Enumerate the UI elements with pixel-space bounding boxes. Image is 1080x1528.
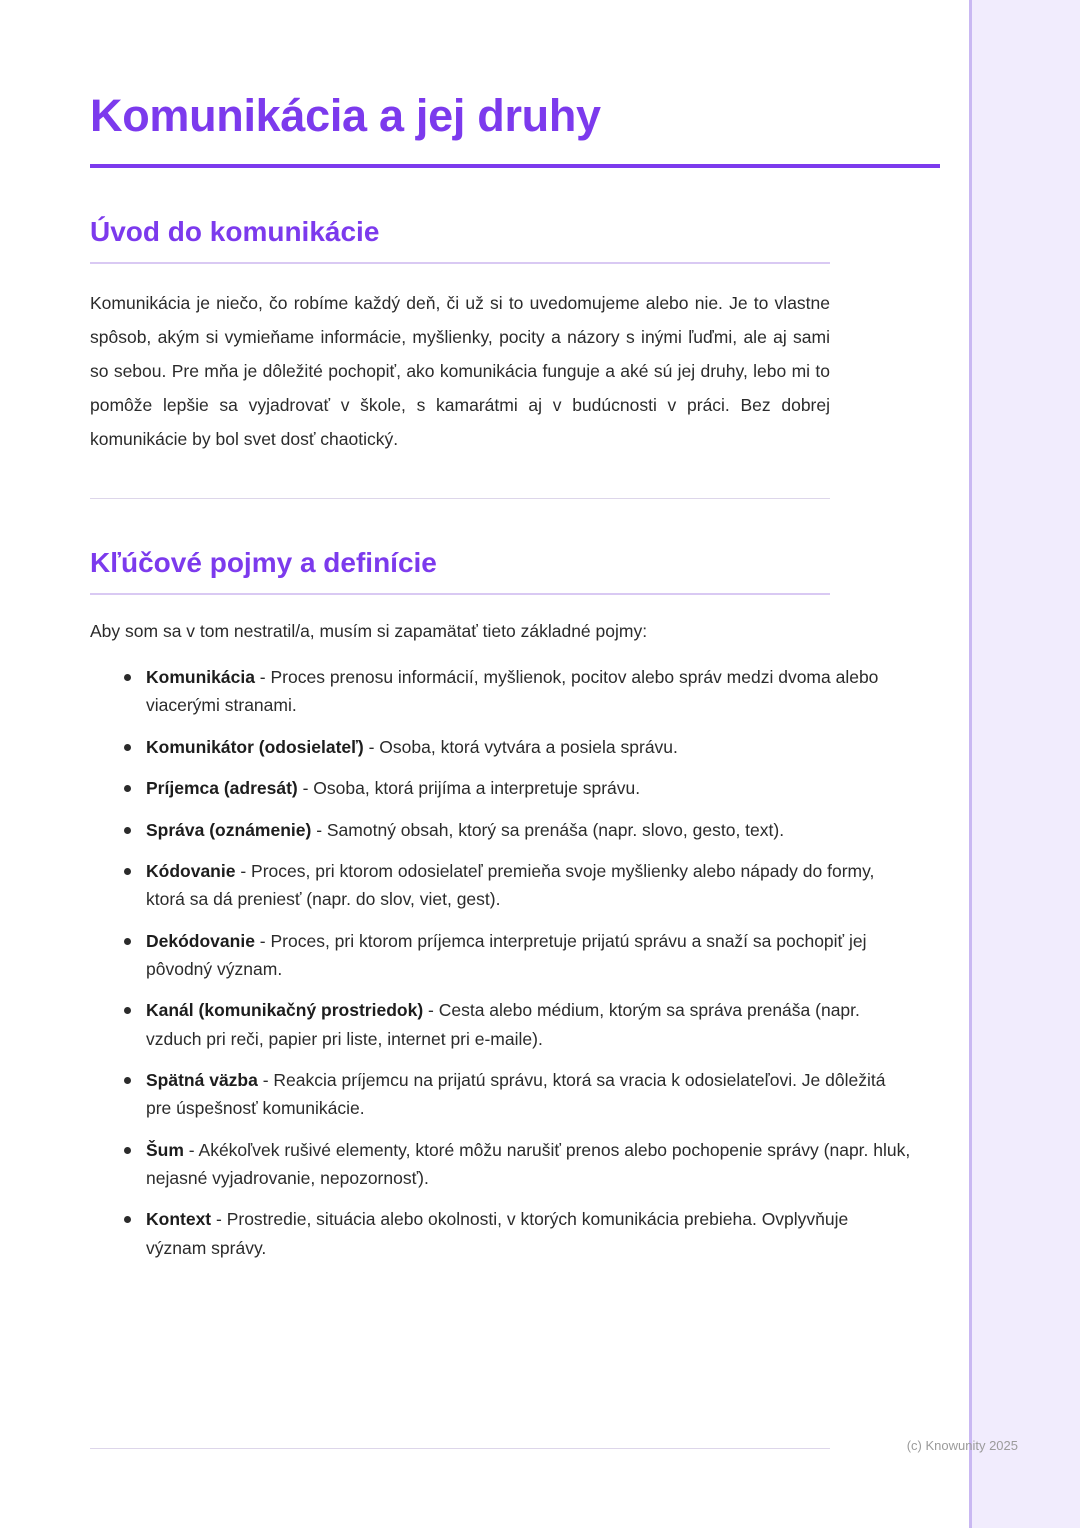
list-item	[122, 733, 912, 761]
term-definition: - Osoba, ktorá prijíma a interpretuje správu.	[297, 778, 641, 799]
section-heading-intro: Úvod do komunikácie	[90, 215, 380, 247]
title-underline	[90, 164, 940, 168]
term-label: Príjemca (adresát)	[146, 778, 298, 799]
term-definition: - Akékoľvek rušivé elementy, ktoré môžu narušiť prenos alebo pochopenie správy (napr. hluk, nejasné vyjadrovanie, nepozornosť).	[146, 1139, 911, 1188]
footer-credit: (c) Knowunity 2025	[906, 1438, 1018, 1453]
list-item	[122, 816, 912, 844]
key-terms-list	[90, 663, 912, 1262]
list-item	[122, 1205, 912, 1262]
page-title: Komunikácia a jej druhy	[90, 90, 601, 141]
term-definition: - Proces, pri ktorom odosielateľ premieňa svoje myšlienky alebo nápady do formy, ktorá sa dá preniesť (napr. do slov, viet, gest).	[146, 860, 875, 910]
term-label: Kanál (komunikačný prostriedok)	[146, 1000, 424, 1021]
term-definition: - Osoba, ktorá vytvára a posiela správu.	[363, 736, 678, 757]
term-definition: - Prostredie, situácia alebo okolnosti, v ktorých komunikácia prebieha. Ovplyvňuje význam správy.	[146, 1209, 849, 1258]
term-label: Komunikátor (odosielateľ)	[146, 736, 364, 757]
list-item	[122, 774, 912, 802]
term-definition: - Samotný obsah, ktorý sa prenáša (napr. slovo, gesto, text).	[311, 819, 785, 840]
term-label: Kódovanie	[146, 860, 236, 881]
terms-lead-text: Aby som sa v tom nestratil/a, musím si zapamätať tieto základné pojmy:	[90, 621, 648, 642]
list-item	[122, 1066, 912, 1123]
term-definition: - Cesta alebo médium, ktorým sa správa prenáša (napr. vzduch pri reči, papier pri liste, internet pri e-maile).	[146, 1000, 860, 1049]
list-item	[122, 857, 912, 914]
section-underline-terms	[90, 593, 830, 595]
list-item	[122, 1136, 912, 1193]
section-divider	[90, 498, 830, 499]
intro-paragraph: Komunikácia je niečo, čo robíme každý deň, či už si to uvedomujeme alebo nie. Je to vlastne spôsob, akým si vymieňame informácie, myšlienky, pocity a názory s inými ľuďmi, ale aj sami so sebou. Pre mňa je dôležité pochopiť, ako komunikácia funguje a aké sú jej druhy, lebo mi to pomôže lepšie sa vyjadrovať v škole, s kamarátmi aj v budúcnosti v práci. Bez dobrej komunikácie by bol svet dosť chaotický.	[90, 292, 830, 450]
term-definition: - Proces, pri ktorom príjemca interpretuje prijatú správu a snaží sa pochopiť jej pôvodný význam.	[146, 930, 867, 979]
section-underline-intro	[90, 262, 830, 264]
term-definition: - Proces prenosu informácií, myšlienok, pocitov alebo správ medzi dvoma alebo viacerými stranami.	[146, 667, 879, 716]
term-label: Spätná väzba	[146, 1069, 258, 1090]
list-item	[122, 663, 912, 720]
footer-divider	[90, 1448, 830, 1449]
term-label: Komunikácia	[146, 667, 255, 688]
term-label: Kontext	[146, 1209, 212, 1230]
term-label: Správa (oznámenie)	[146, 819, 312, 840]
list-item	[122, 996, 912, 1053]
term-label: Dekódovanie	[146, 930, 255, 951]
section-heading-terms: Kľúčové pojmy a definície	[90, 547, 437, 579]
term-label: Šum	[146, 1139, 184, 1160]
list-item	[122, 927, 912, 984]
term-definition: - Reakcia príjemcu na prijatú správu, ktorá sa vracia k odosielateľovi. Je dôležitá pre úspešnosť komunikácie.	[146, 1069, 886, 1119]
